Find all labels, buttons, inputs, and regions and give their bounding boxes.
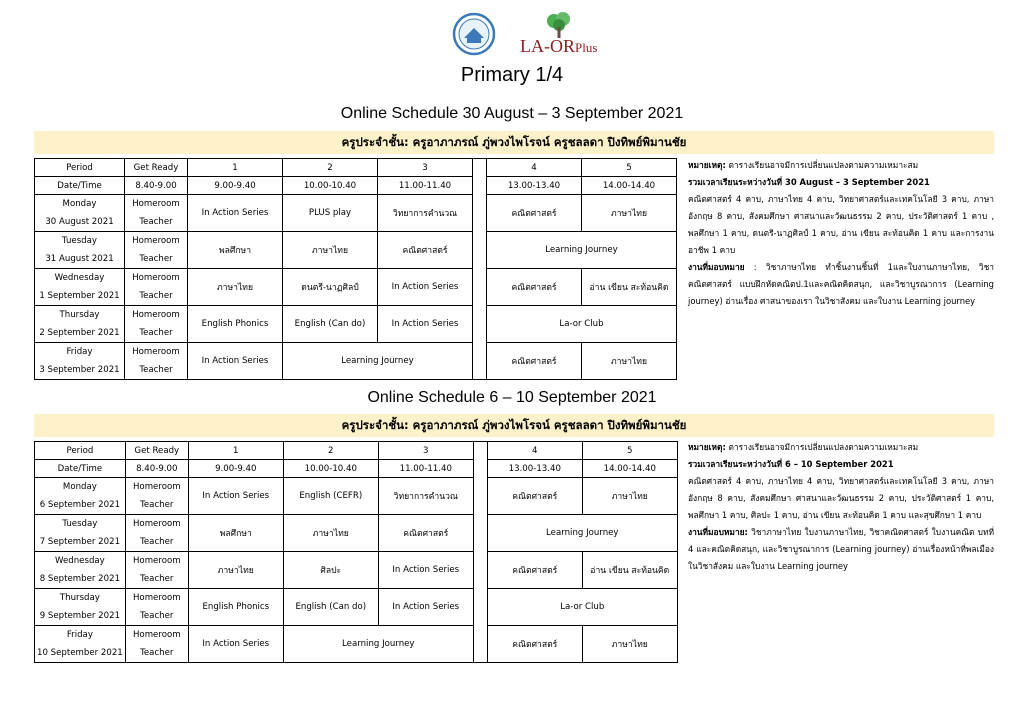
logo-area xyxy=(450,12,620,58)
time-cell: 10.00-10.40 xyxy=(283,177,378,195)
period-2-cell: ภาษาไทย xyxy=(283,515,378,552)
period-4-cell: คณิตศาสตร์ xyxy=(487,195,582,232)
remark: หมายเหตุ: ตารางเรียนอาจมีการเปลี่ยนแปลงตามความเหมาะสม xyxy=(688,442,919,452)
period-header: 1 xyxy=(188,442,283,460)
time-cell: Date/Time xyxy=(35,460,126,478)
homeroom-cell-line2: Teacher xyxy=(139,365,173,375)
week-1-title: Online Schedule 30 August – 3 September 2021 xyxy=(340,105,684,122)
day-row xyxy=(35,626,678,663)
period-header: 2 xyxy=(283,442,378,460)
total-label: รวมเวลาเรียนระหว่างวันที่ 30 August – 3 September 2021 xyxy=(688,177,930,187)
period-header: 1 xyxy=(188,159,283,177)
homeroom-cell xyxy=(125,515,188,552)
day-cell-line2: 6 September 2021 xyxy=(39,500,121,510)
period-3-cell: วิทยาการคำนวณ xyxy=(378,478,473,515)
homeroom-cell-line1: Homeroom xyxy=(132,556,181,566)
day-cell xyxy=(35,589,126,626)
day-cell-line1: Monday xyxy=(62,199,97,209)
time-cell: 11.00-11.40 xyxy=(378,460,473,478)
assignment: งานที่มอบหมาย: วิชาภาษาไทย ใบงานภาษาไทย, วิชาคณิตศาสตร์ ใบงานคณิต บทที่ 4 และคณิตคิดสนุก, และวิชาบูรณาการ (Learning journey) อ่านเรื่องหน้าที่พลเมือง ในวิชาสังคม และใบงาน Learning journey xyxy=(688,527,994,571)
homeroom-cell-line2: Teacher xyxy=(140,537,174,547)
period-header: Period xyxy=(35,159,125,177)
day-cell-line2: 10 September 2021 xyxy=(37,648,123,658)
period-5-cell: ภาษาไทย xyxy=(582,478,677,515)
day-cell-line1: Monday xyxy=(62,482,97,492)
homeroom-cell-line2: Teacher xyxy=(139,254,173,264)
homeroom-cell-line2: Teacher xyxy=(140,648,174,658)
period-header: 2 xyxy=(283,159,378,177)
period-header: 5 xyxy=(582,442,677,460)
time-cell: 14.00-14.40 xyxy=(582,177,677,195)
period-4-cell: คณิตศาสตร์ xyxy=(487,626,582,663)
week-1-teacher-bar: ครูประจำชั้น: ครูอาภาภรณ์ ภู่พวงไพโรจน์ ครูชลลดา ปิงทิพย์พิมานชัย xyxy=(34,131,994,154)
time-cell: 13.00-13.40 xyxy=(487,177,582,195)
homeroom-cell-line1: Homeroom xyxy=(132,236,180,246)
day-cell xyxy=(35,515,126,552)
period-1-cell: พลศึกษา xyxy=(188,232,283,269)
day-cell xyxy=(35,626,126,663)
time-cell: 14.00-14.40 xyxy=(582,460,677,478)
period-header: 5 xyxy=(582,159,677,177)
period-4-cell: คณิตศาสตร์ xyxy=(487,269,582,306)
period-4-cell: คณิตศาสตร์ xyxy=(487,552,582,589)
period-2-cell: English (CEFR) xyxy=(283,478,378,515)
period-2-cell: ดนตรี-นาฏศิลป์ xyxy=(283,269,378,306)
homeroom-cell-line1: Homeroom xyxy=(132,519,181,529)
homeroom-cell xyxy=(125,269,188,306)
homeroom-cell-line2: Teacher xyxy=(139,291,173,301)
period-5-cell: อ่าน เขียน สะท้อนคิด xyxy=(582,552,677,589)
period-header: Period xyxy=(35,442,126,460)
period-1-cell: English Phonics xyxy=(188,589,283,626)
logo-wordmark: LA-ORPlus xyxy=(520,36,598,56)
day-row xyxy=(35,269,677,306)
period-header: Get Ready xyxy=(125,442,188,460)
time-cell: 8.40-9.00 xyxy=(125,177,188,195)
period-header: 4 xyxy=(487,442,582,460)
day-cell-line2: 7 September 2021 xyxy=(39,537,121,547)
tree-logo-icon xyxy=(544,12,574,38)
homeroom-cell-line1: Homeroom xyxy=(132,593,181,603)
day-cell-line2: 1 September 2021 xyxy=(39,291,120,301)
homeroom-cell xyxy=(125,552,188,589)
period-5-cell: ภาษาไทย xyxy=(582,195,677,232)
day-row xyxy=(35,478,678,515)
period-2-3-cell: Learning Journey xyxy=(283,343,473,380)
header-row xyxy=(35,442,678,460)
period-4-5-cell: Learning Journey xyxy=(487,515,677,552)
school-seal-icon xyxy=(452,12,496,56)
period-header: 3 xyxy=(378,159,473,177)
period-4-5-cell: La-or Club xyxy=(487,306,677,343)
period-1-cell: In Action Series xyxy=(188,343,283,380)
day-cell-line2: 8 September 2021 xyxy=(39,574,121,584)
period-2-cell: English (Can do) xyxy=(283,306,378,343)
day-row xyxy=(35,306,677,343)
day-cell xyxy=(35,306,125,343)
day-cell xyxy=(35,195,125,232)
total-label: รวมเวลาเรียนระหว่างวันที่ 6 – 10 September 2021 xyxy=(688,459,894,469)
period-3-cell: In Action Series xyxy=(378,306,473,343)
day-cell-line2: 9 September 2021 xyxy=(39,611,121,621)
day-row xyxy=(35,589,678,626)
period-1-cell: ภาษาไทย xyxy=(188,552,283,589)
lunch-gap xyxy=(473,442,487,663)
page-title: Primary 1/4 xyxy=(460,64,564,86)
period-5-cell: อ่าน เขียน สะท้อนคิด xyxy=(582,269,677,306)
period-2-3-cell: Learning Journey xyxy=(283,626,473,663)
total-text: คณิตศาสตร์ 4 คาบ, ภาษาไทย 4 คาบ, วิทยาศาสตร์และเทคโนโลยี 3 คาบ, ภาษาอังกฤษ 8 คาบ, สังคมศึกษา ศาสนาและวัฒนธรรม 2 คาบ, ประวัติศาสตร์ 1 คาบ , พลศึกษา 1 คาบ, ดนตรี-นาฏศิลป์ 1 คาบ, อ่าน เขียน สะท้อนคิด 1 คาบ และการงานอาชีพ 1 คาบ xyxy=(688,194,994,255)
homeroom-cell-line1: Homeroom xyxy=(132,630,181,640)
day-row xyxy=(35,552,678,589)
period-header: Get Ready xyxy=(125,159,188,177)
time-row xyxy=(35,177,677,195)
homeroom-cell xyxy=(125,589,188,626)
day-cell-line1: Thursday xyxy=(59,310,100,320)
homeroom-cell xyxy=(125,195,188,232)
day-cell-line1: Wednesday xyxy=(54,273,105,283)
day-cell xyxy=(35,232,125,269)
period-4-5-cell: Learning Journey xyxy=(487,232,677,269)
time-row xyxy=(35,460,678,478)
homeroom-cell-line1: Homeroom xyxy=(132,310,180,320)
day-row xyxy=(35,515,678,552)
day-cell-line1: Friday xyxy=(66,347,93,357)
period-2-cell: English (Can do) xyxy=(283,589,378,626)
period-3-cell: In Action Series xyxy=(378,269,473,306)
time-cell: 9.00-9.40 xyxy=(188,460,283,478)
homeroom-cell-line2: Teacher xyxy=(139,217,173,227)
period-header: 3 xyxy=(378,442,473,460)
day-cell xyxy=(35,269,125,306)
period-3-cell: วิทยาการคำนวณ xyxy=(378,195,473,232)
day-cell-line1: Thursday xyxy=(59,593,100,603)
period-3-cell: In Action Series xyxy=(378,589,473,626)
homeroom-cell-line2: Teacher xyxy=(140,574,174,584)
homeroom-cell xyxy=(125,343,188,380)
day-cell-line1: Tuesday xyxy=(62,519,98,529)
time-cell: 13.00-13.40 xyxy=(487,460,582,478)
period-2-cell: ภาษาไทย xyxy=(283,232,378,269)
homeroom-cell xyxy=(125,478,188,515)
time-cell: 9.00-9.40 xyxy=(188,177,283,195)
day-cell-line1: Friday xyxy=(66,630,93,640)
header-row xyxy=(35,159,677,177)
period-3-cell: คณิตศาสตร์ xyxy=(378,515,473,552)
week-2-schedule-table xyxy=(34,441,678,663)
homeroom-cell-line1: Homeroom xyxy=(132,347,180,357)
period-5-cell: ภาษาไทย xyxy=(582,626,677,663)
day-cell-line2: 30 August 2021 xyxy=(45,217,114,227)
homeroom-cell xyxy=(125,232,188,269)
day-cell-line1: Wednesday xyxy=(55,556,105,566)
day-cell-line2: 2 September 2021 xyxy=(39,328,120,338)
period-1-cell: English Phonics xyxy=(188,306,283,343)
day-cell xyxy=(35,478,126,515)
homeroom-cell xyxy=(125,306,188,343)
period-4-5-cell: La-or Club xyxy=(487,589,677,626)
day-cell-line2: 31 August 2021 xyxy=(45,254,114,264)
day-cell xyxy=(35,552,126,589)
week-1-schedule-table xyxy=(34,158,677,380)
homeroom-cell-line2: Teacher xyxy=(140,500,174,510)
day-row xyxy=(35,343,677,380)
homeroom-cell-line1: Homeroom xyxy=(132,199,180,209)
period-4-cell: คณิตศาสตร์ xyxy=(487,478,582,515)
week-1-notes xyxy=(688,157,994,310)
week-2-teacher-bar: ครูประจำชั้น: ครูอาภาภรณ์ ภู่พวงไพโรจน์ ครูชลลดา ปิงทิพย์พิมานชัย xyxy=(34,414,994,437)
homeroom-cell-line1: Homeroom xyxy=(132,482,181,492)
time-cell: 11.00-11.40 xyxy=(378,177,473,195)
week-2-title: Online Schedule 6 – 10 September 2021 xyxy=(367,389,657,406)
time-cell: 10.00-10.40 xyxy=(283,460,378,478)
remark: หมายเหตุ: ตารางเรียนอาจมีการเปลี่ยนแปลงตามความเหมาะสม xyxy=(688,160,919,170)
day-cell-line2: 3 September 2021 xyxy=(39,365,120,375)
homeroom-cell-line2: Teacher xyxy=(140,611,174,621)
homeroom-cell-line1: Homeroom xyxy=(132,273,180,283)
period-5-cell: ภาษาไทย xyxy=(582,343,677,380)
week-2-notes xyxy=(688,439,994,575)
day-row xyxy=(35,195,677,232)
time-cell: Date/Time xyxy=(35,177,125,195)
period-2-cell: ศิลปะ xyxy=(283,552,378,589)
homeroom-cell-line2: Teacher xyxy=(139,328,173,338)
period-header: 4 xyxy=(487,159,582,177)
period-1-cell: In Action Series xyxy=(188,478,283,515)
period-2-cell: PLUS play xyxy=(283,195,378,232)
day-cell-line1: Tuesday xyxy=(62,236,97,246)
period-4-cell: คณิตศาสตร์ xyxy=(487,343,582,380)
day-cell xyxy=(35,343,125,380)
period-3-cell: คณิตศาสตร์ xyxy=(378,232,473,269)
time-cell: 8.40-9.00 xyxy=(125,460,188,478)
period-3-cell: In Action Series xyxy=(378,552,473,589)
period-1-cell: In Action Series xyxy=(188,626,283,663)
homeroom-cell xyxy=(125,626,188,663)
period-1-cell: ภาษาไทย xyxy=(188,269,283,306)
period-1-cell: พลศึกษา xyxy=(188,515,283,552)
lunch-gap xyxy=(473,159,487,380)
day-row xyxy=(35,232,677,269)
assignment: งานที่มอบหมาย : วิชาภาษาไทย ทำชิ้นงานชิ้นที่ 1และใบงานภาษาไทย, วิชาคณิตศาสตร์ แบบฝึกหัดคณิตป.1และคณิตคิดสนุก, และวิชาบูรณาการ (Learning journey) อ่านเรื่อง ศาสนาของเรา ในวิชาสังคม และใบงาน Learning journey xyxy=(688,262,994,306)
total-text: คณิตศาสตร์ 4 คาบ, ภาษาไทย 4 คาบ, วิทยาศาสตร์และเทคโนโลยี 3 คาบ, ภาษาอังกฤษ 8 คาบ, สังคมศึกษา ศาสนาและวัฒนธรรม 2 คาบ, ประวัติศาสตร์ 1 คาบ, พลศึกษา 1 คาบ, ศิลปะ 1 คาบ, อ่าน เขียน สะท้อนคิด 1 คาบ และสุขศึกษา 1 คาบ xyxy=(688,476,994,520)
period-1-cell: In Action Series xyxy=(188,195,283,232)
